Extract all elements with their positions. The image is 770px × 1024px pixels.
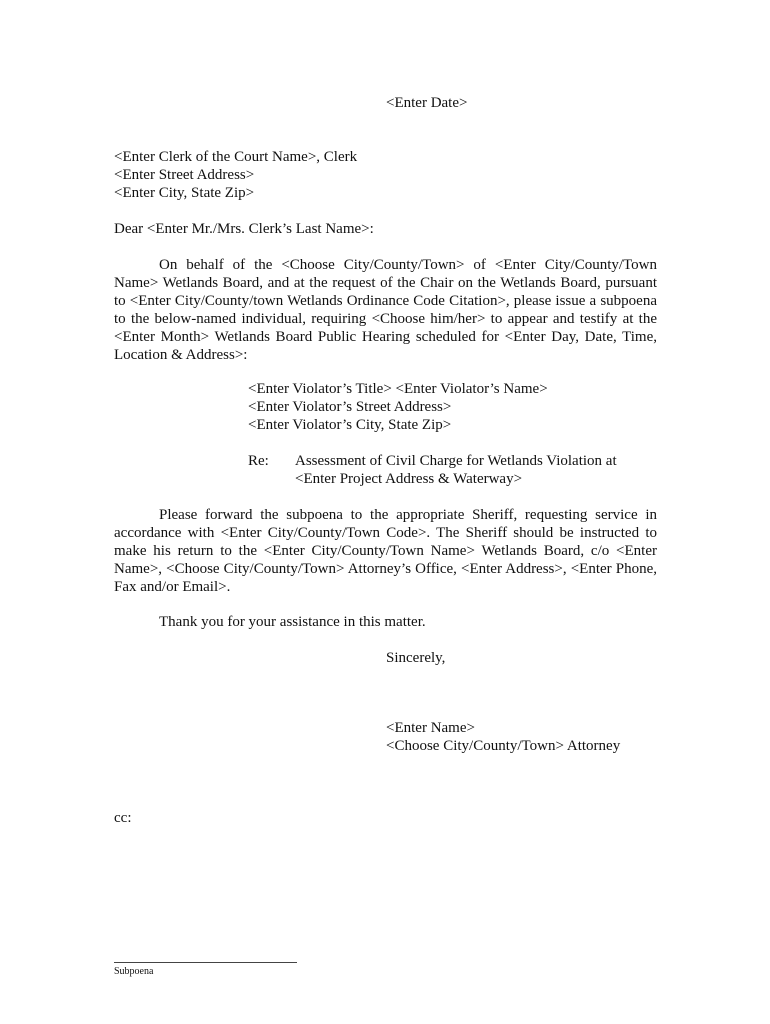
salutation: Dear <Enter Mr./Mrs. Clerk’s Last Name>:: [114, 221, 374, 237]
thanks-line: Thank you for your assistance in this matter.: [159, 614, 426, 630]
closing: Sincerely,: [386, 650, 446, 666]
violator-line-3: <Enter Violator’s City, State Zip>: [248, 417, 452, 433]
footer-label: Subpoena: [114, 966, 154, 977]
signature-title: <Choose City/County/Town> Attorney: [386, 738, 621, 754]
body-paragraph-1: On behalf of the <Choose City/County/Town> of <Enter City/County/Town Name> Wetlands Board, and at the request of the Chair on the Wetlands Board, pursuant to <Enter City/County/town Wetlands Ordinance Code Citation>, please issue a subpoena to the below-named individual, requiring <Choose him/her> to appear and testify at the <Enter Month> Wetlands Board Public Hearing scheduled for <Enter Day, Date, Time, Location & Address>:: [114, 257, 657, 363]
addressee-block: [114, 148, 357, 202]
violator-line-1: <Enter Violator’s Title> <Enter Violator’s Name>: [248, 381, 548, 397]
re-label: Re:: [248, 453, 269, 469]
re-subject: [295, 452, 617, 488]
signature-block: [386, 719, 620, 755]
signature-name: <Enter Name>: [386, 720, 475, 736]
addressee-line-1: <Enter Clerk of the Court Name>, Clerk: [114, 149, 358, 165]
addressee-line-3: <Enter City, State Zip>: [114, 185, 255, 201]
body-paragraph-2: Please forward the subpoena to the appropriate Sheriff, requesting service in accordance with <Enter City/County/Town Code>. The Sheriff should be instructed to make his return to the <Enter City/County/Town Name> Wetlands Board, c/o <Enter Name>, <Choose City/County/Town> Attorney’s Office, <Enter Address>, <Enter Phone, Fax and/or Email>.: [114, 507, 657, 595]
cc-label: cc:: [114, 810, 132, 826]
addressee-line-2: <Enter Street Address>: [114, 167, 255, 183]
violator-line-2: <Enter Violator’s Street Address>: [248, 399, 452, 415]
letter-date: <Enter Date>: [386, 95, 468, 111]
re-subject-line-1: Assessment of Civil Charge for Wetlands Violation at: [295, 453, 617, 469]
violator-block: [248, 380, 548, 434]
footer-divider: [114, 962, 297, 963]
re-subject-line-2: <Enter Project Address & Waterway>: [295, 471, 523, 487]
